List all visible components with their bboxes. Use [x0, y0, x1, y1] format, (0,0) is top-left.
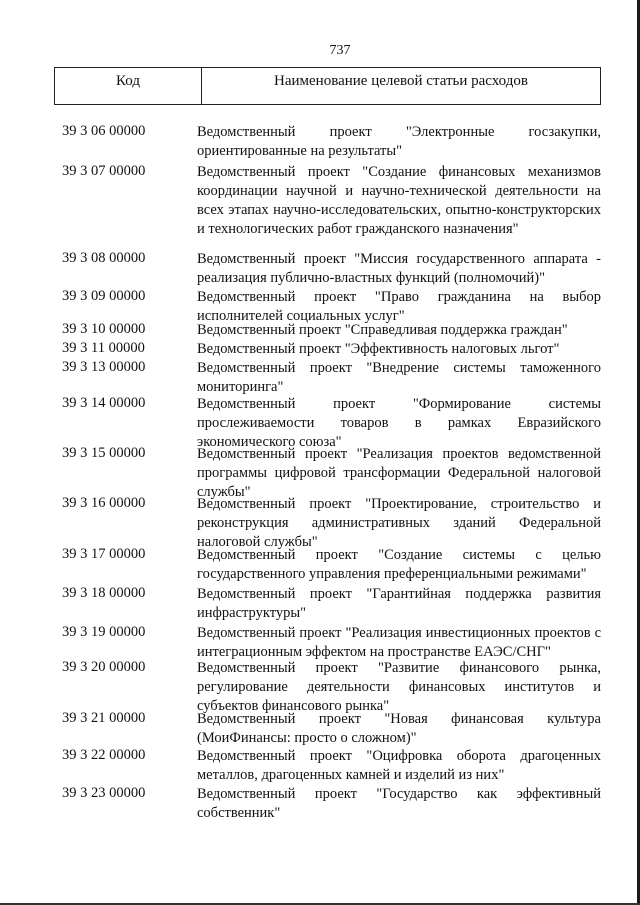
row-name: Ведомственный проект "Реализация инвестиционных проектов с интеграционным эффектом на пространстве ЕАЭС/СНГ" — [197, 625, 601, 660]
row-name: Ведомственный проект "Миссия государственного аппарата - реализация публично-властных функций (полномочий)" — [197, 251, 601, 286]
table-header — [54, 67, 601, 105]
row-code: 39 3 11 00000 — [62, 340, 145, 356]
row-code: 39 3 06 00000 — [62, 123, 146, 139]
row-name: Ведомственный проект "Право гражданина на выбор исполнителей социальных услуг" — [197, 289, 601, 324]
row-name: Ведомственный проект "Новая финансовая культура (МоиФинансы: просто о сложном)" — [197, 711, 601, 746]
row-name: Ведомственный проект "Государство как эффективный собственник" — [197, 786, 601, 821]
row-code: 39 3 16 00000 — [62, 495, 146, 511]
row-code: 39 3 17 00000 — [62, 546, 146, 562]
row-name: Ведомственный проект "Создание финансовых механизмов координации научной и научно-технической деятельности на всех этапах научно-исследовательских, опытно-конструкторских и технологических работ гражданского назначения" — [197, 164, 601, 237]
column-header-name: Наименование целевой статьи расходов — [274, 73, 528, 89]
row-name: Ведомственный проект "Проектирование, строительство и реконструкция административных зданий Федеральной налоговой службы" — [197, 496, 601, 550]
page-number: 737 — [329, 43, 351, 58]
row-name: Ведомственный проект "Электронные госзакупки, ориентированные на результаты" — [197, 124, 601, 159]
column-header-code: Код — [55, 68, 202, 104]
row-code: 39 3 09 00000 — [62, 288, 146, 304]
row-code: 39 3 08 00000 — [62, 250, 146, 266]
row-name: Ведомственный проект "Эффективность налоговых льгот" — [197, 341, 560, 357]
row-name: Ведомственный проект "Внедрение системы таможенного мониторинга" — [197, 360, 601, 395]
row-code: 39 3 21 00000 — [62, 710, 146, 726]
row-name: Ведомственный проект "Развитие финансового рынка, регулирование деятельности финансовых институтов и субъектов финансового рынка" — [197, 660, 601, 714]
row-code: 39 3 19 00000 — [62, 624, 146, 640]
row-code: 39 3 15 00000 — [62, 445, 146, 461]
row-name: Ведомственный проект "Гарантийная поддержка развития инфраструктуры" — [197, 586, 601, 621]
row-code: 39 3 18 00000 — [62, 585, 146, 601]
row-code: 39 3 07 00000 — [62, 163, 146, 179]
row-code: 39 3 14 00000 — [62, 395, 146, 411]
row-code: 39 3 22 00000 — [62, 747, 146, 763]
row-code: 39 3 13 00000 — [62, 359, 146, 375]
row-code: 39 3 20 00000 — [62, 659, 146, 675]
row-name: Ведомственный проект "Формирование системы прослеживаемости товаров в рамках Евразийского экономического союза" — [197, 396, 601, 450]
row-name: Ведомственный проект "Реализация проектов ведомственной программы цифровой трансформации Федеральной налоговой службы" — [197, 446, 601, 500]
row-name: Ведомственный проект "Справедливая поддержка граждан" — [197, 322, 568, 338]
row-code: 39 3 23 00000 — [62, 785, 146, 801]
row-name: Ведомственный проект "Оцифровка оборота драгоценных металлов, драгоценных камней и изделий из них" — [197, 748, 601, 783]
row-code: 39 3 10 00000 — [62, 321, 146, 337]
row-name: Ведомственный проект "Создание системы с целью государственного управления преференциальными режимами" — [197, 547, 601, 582]
